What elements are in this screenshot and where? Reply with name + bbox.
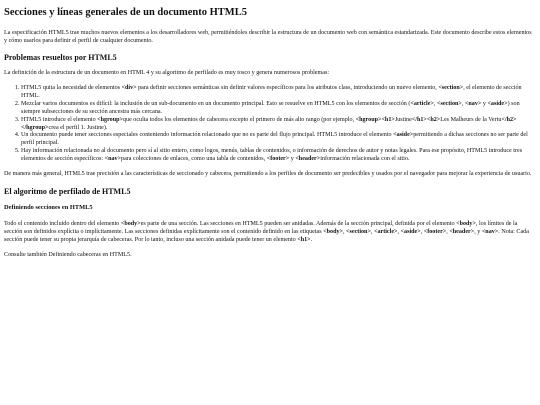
code-tag: <hgroup> — [97, 116, 123, 123]
list-item: 1. HTML5 quita la necesidad de elementos <div> para definir secciones semánticas sin definir valores específicos para los atributos class, introduciendo un nuevo elemento, <section>, el elemento de sección HTML. — [21, 85, 536, 101]
closing-paragraph: De manera más general, HTML5 trae precisión a las características de seccionado y cabecera, permitiendo a los perfiles de documento ser predecibles y usados por el navegador para mejorar la experiencia de usuario. — [4, 171, 532, 178]
code-tag: <h1> — [297, 236, 311, 243]
code-tag: <aside> — [400, 228, 421, 235]
code-tag: <section> — [438, 84, 464, 91]
code-tag: <footer> — [266, 156, 290, 163]
list-item: 5. Hay información relacionada no al documento pero sí al sitio entero, como logos, menús, tablas de contenidos, o información de derechos de autor y notas legales. Para ese propósito, HTML5 introduce tres elementos de sección específicos: <nav>para colecciones de enlaces, como una tabla de contenidos, <footer> y <header>información relacionada con el sitio. — [21, 148, 536, 164]
sections-paragraph: Todo el contenido incluido dentro del elemento <body>es parte de una sección. Las secciones en HTML5 pueden ser anidadas. Además de la sección principal, definida por el elemento <body>, los límites de la sección son definidos explícita o implícitamente. Las secciones definidas explícitamente son el contenido definido en las etiquetas <body>, <section>, <article>, <aside>, <footer>, <header>, y <nav>. Nota: Cada sección puede tener su propia jerarquía de cabeceras. Por lo tanto, incluso una sección anidada puede tener un elemento <h1>. — [4, 221, 529, 243]
code-tag: <article> — [373, 228, 398, 235]
code-tag: <nav> — [464, 100, 482, 107]
problems-intro-paragraph: La definición de la estructura de un documento en HTML 4 y su algoritmo de perfilado es muy tosco y genera numerosos problemas: — [4, 70, 330, 77]
code-tag: <section> — [436, 100, 462, 107]
code-tag: <nav> — [481, 228, 499, 235]
code-tag: <article> — [410, 100, 434, 107]
code-tag: <section> — [346, 228, 371, 235]
code-tag: <hgroup> — [355, 116, 382, 123]
code-tag: <aside> — [487, 100, 508, 107]
section-heading-algorithm: El algoritmo de perfilado de HTML5 — [4, 187, 131, 197]
problems-list — [4, 85, 536, 164]
code-tag: <header> — [449, 228, 475, 235]
code-tag: <nav> — [104, 156, 122, 163]
list-item: 2. Mezclar varios documentos es difícil: la inclusión de un sub-documento en un documento principal. Esto se resuelve en HTML5 con los elementos de sección (<article>, <section>, <nav> y <aside>) son siempre subsecciones de su sección ancestra más cercana. — [21, 101, 536, 117]
code-tag: <aside> — [393, 132, 414, 139]
code-tag: </h2> — [501, 116, 517, 123]
code-tag: <h2> — [426, 116, 441, 123]
code-tag: <header> — [295, 156, 321, 163]
subsection-heading-defining-sections: Definiendo secciones en HTML5 — [4, 203, 93, 211]
code-tag: <div> — [121, 84, 137, 91]
intro-paragraph: La especificación HTML5 trae muchos nuevos elementos a los desarrolladores web, permitiéndoles describir la estructura de un documento web con semántica estandarizada. Este documento describe estos elementos y cómo usarlos para definir el perfil de cualquier documento. — [4, 29, 532, 44]
see-also-paragraph: Consulte también Definiendo cabeceras en HTML5. — [4, 251, 132, 258]
list-item: 3. HTML5 introduce el elemento <hgroup>que oculta todos los elementos de cabecera excepto el primero de más alto rango (por ejemplo, <hgroup><h1>Justine</h1><h2>Les Malheurs de la Vertu</h2></hgroup>crea el perfil 1. Justine). — [21, 117, 536, 133]
section-heading-problems: Problemas resueltos por HTML5 — [4, 53, 117, 63]
code-tag: <body> — [120, 221, 141, 228]
code-tag: <body> — [323, 228, 343, 235]
code-tag: </hgroup> — [21, 124, 49, 131]
code-tag: <h1> — [381, 116, 395, 123]
code-tag: </h1> — [411, 116, 427, 123]
list-item: 4. Un documento puede tener secciones especiales conteniendo información relacionado que no es parte del flujo principal. HTML5 introduce el elemento <aside>permitiendo a dichas secciones no ser parte del perfil principal. — [21, 132, 536, 148]
code-tag: <footer> — [423, 228, 447, 235]
page-title: Secciones y líneas generales de un documento HTML5 — [4, 7, 247, 18]
code-tag: <body> — [456, 221, 476, 228]
